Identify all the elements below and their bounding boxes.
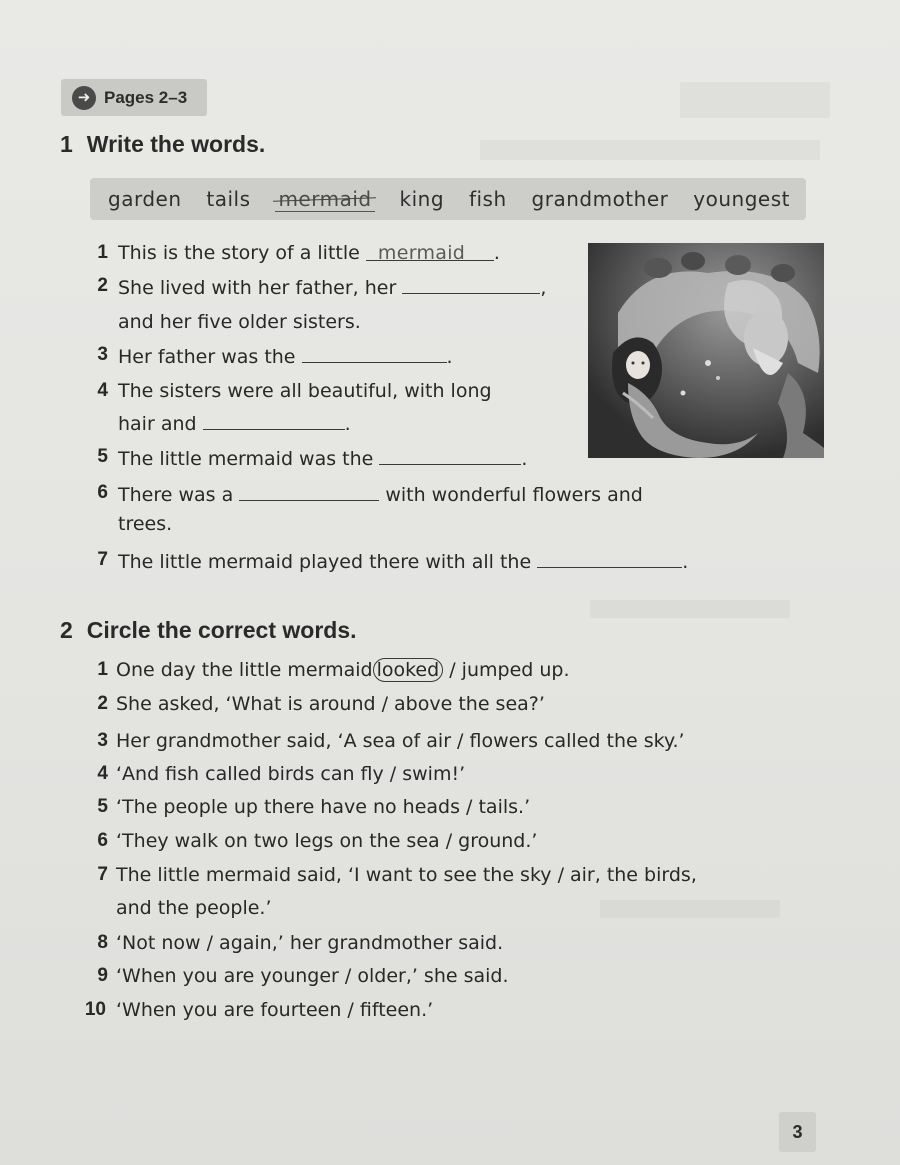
exercise-1-item-6-cont: trees.: [118, 513, 173, 535]
bleed-through-mark: [590, 600, 790, 618]
word-tails: tails: [206, 187, 251, 211]
answer-blank[interactable]: [402, 275, 540, 294]
exercise-2-item-2: 2 She asked, ‘What is around / above the sea?’: [97, 693, 545, 715]
exercise-1-item-1: 1 This is the story of a little mermaid .: [97, 242, 500, 264]
exercise-1-item-4-cont: hair and .: [118, 413, 351, 435]
exercise-1-item-2: 2 She lived with her father, her ,: [97, 275, 547, 299]
exercise-2-item-9: 9 ‘When you are younger / older,’ she said.: [97, 965, 509, 987]
section-2-title: Circle the correct words.: [86, 617, 357, 643]
page-number: 3: [779, 1112, 816, 1152]
exercise-2-item-8: 8 ‘Not now / again,’ her grandmother said.: [97, 932, 504, 954]
word-garden: garden: [108, 187, 182, 211]
exercise-2-item-6: 6 ‘They walk on two legs on the sea / ground.’: [97, 830, 538, 852]
answer-blank[interactable]: [302, 344, 447, 363]
exercise-1-item-4: 4 The sisters were all beautiful, with long: [97, 380, 492, 402]
answer-blank[interactable]: [203, 411, 345, 430]
exercise-2-item-4: 4 ‘And fish called birds can fly / swim!’: [97, 763, 466, 785]
section-1-title: Write the words.: [86, 131, 266, 157]
word-king: king: [399, 187, 445, 211]
exercise-2-item-3: 3 Her grandmother said, ‘A sea of air / flowers called the sky.’: [97, 730, 685, 752]
mermaid-illustration-icon: [588, 243, 824, 458]
exercise-2-item-10: 10 ‘When you are fourteen / fifteen.’: [84, 999, 434, 1021]
arrow-right-icon: ➜: [72, 86, 96, 110]
section-2-number: 2: [60, 617, 73, 643]
word-youngest: youngest: [693, 187, 790, 211]
handwritten-answer: mermaid: [377, 242, 466, 264]
mermaid-illustration: [588, 243, 824, 458]
answer-blank[interactable]: [537, 549, 682, 568]
section-2-heading: [60, 617, 357, 644]
word-fish: fish: [468, 187, 507, 211]
exercise-2-item-7: 7 The little mermaid said, ‘I want to see the sky / air, the birds,: [97, 864, 697, 886]
exercise-2-item-7-cont: and the people.’: [116, 897, 272, 919]
exercise-1-item-7: 7 The little mermaid played there with all the .: [97, 549, 689, 573]
answer-blank[interactable]: [366, 242, 494, 264]
section-1-heading: [60, 131, 265, 158]
word-mermaid-crossed: mermaid: [275, 187, 374, 212]
exercise-1-item-6: 6 There was a with wonderful flowers and: [97, 482, 643, 506]
exercise-2-item-1: 1 One day the little mermaid looked / jumped up.: [97, 659, 570, 681]
word-box: [90, 178, 806, 220]
bleed-through-mark: [600, 900, 780, 918]
circled-answer[interactable]: looked: [373, 658, 444, 682]
exercise-1-item-5: 5 The little mermaid was the .: [97, 446, 528, 470]
section-1-number: 1: [60, 131, 73, 157]
bleed-through-mark: [680, 82, 830, 118]
pages-badge: [61, 79, 207, 116]
pages-label: Pages 2–3: [104, 87, 188, 107]
word-grandmother: grandmother: [531, 187, 669, 211]
exercise-2-item-5: 5 ‘The people up there have no heads / tails.’: [97, 796, 531, 818]
bleed-through-mark: [480, 140, 820, 160]
answer-blank[interactable]: [239, 482, 379, 501]
exercise-1-item-3: 3 Her father was the .: [97, 344, 453, 368]
exercise-1-item-2-cont: and her five older sisters.: [118, 311, 361, 333]
answer-blank[interactable]: [379, 446, 521, 465]
